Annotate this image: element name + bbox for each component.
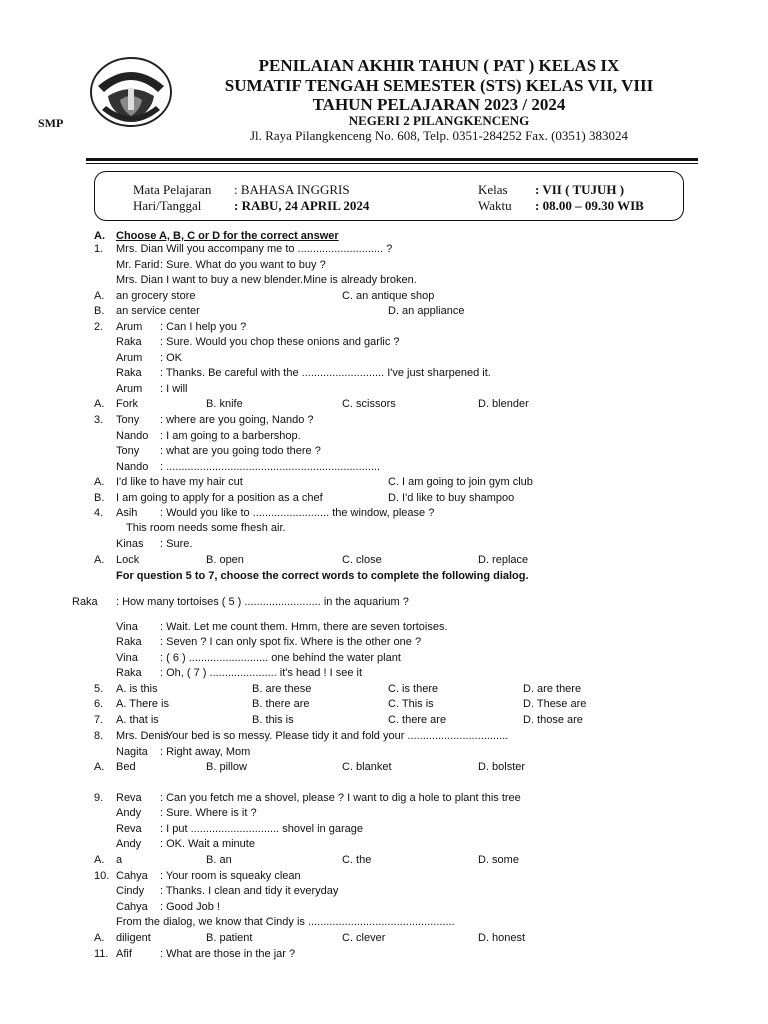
option-letter: A.	[94, 398, 105, 410]
dialog-line: : Sure.	[160, 538, 193, 550]
dialog-line: : Sure. What do you want to buy ?	[160, 259, 326, 271]
answer-option: C. there are	[388, 714, 447, 726]
question-number: 10.	[94, 870, 110, 882]
speaker-name: Mrs. Dian	[116, 274, 164, 286]
dialog-line: : Sure. Would you chop these onions and garlic ?	[160, 336, 400, 348]
header-divider	[86, 158, 698, 161]
speaker-name: Raka	[116, 367, 142, 379]
speaker-name: Afif	[116, 948, 132, 960]
school-name: NEGERI 2 PILANGKENCENG	[348, 113, 530, 128]
answer-option: C. blanket	[342, 761, 392, 773]
option-letter: B.	[94, 492, 105, 504]
dialog-line: : Wait. Let me count them. Hmm, there are seven tortoises.	[160, 621, 448, 633]
answer-option: a	[116, 854, 123, 866]
dialog-line: : I am going to a barbershop.	[160, 430, 301, 442]
dialog-line: : Right away, Mom	[160, 746, 251, 758]
time-value: : 08.00 – 09.30 WIB	[535, 198, 644, 213]
date-label: Hari/Tanggal	[133, 198, 202, 213]
dialog-line: : Will you accompany me to ............................ ?	[160, 243, 393, 255]
speaker-name: Raka	[116, 636, 142, 648]
speaker-name: Raka	[116, 667, 142, 679]
dialog-line: : Thanks. Be careful with the ........................... I've just sharpened it.	[160, 367, 491, 379]
answer-option: C. is there	[388, 683, 439, 695]
speaker-name: Tony	[116, 414, 140, 426]
answer-option: D. blender	[478, 398, 529, 410]
answer-option: Fork	[116, 398, 138, 410]
question-number: 4.	[94, 507, 104, 519]
answer-option: B. patient	[206, 932, 253, 944]
speaker-name: Vina	[116, 621, 138, 633]
question-number: 7.	[94, 714, 104, 726]
smp-label: SMP	[38, 116, 64, 130]
dialog-line: : Oh, ( 7 ) ...................... it's head ! I see it	[160, 667, 363, 679]
answer-option: C. an antique shop	[342, 290, 435, 302]
answer-option: D. I'd like to buy shampoo	[388, 492, 515, 504]
question-number: 1.	[94, 243, 104, 255]
answer-option: an grocery store	[116, 290, 196, 302]
speaker-name: Asih	[116, 507, 138, 519]
speaker-name: Cindy	[116, 885, 145, 897]
answer-option: diligent	[116, 932, 151, 944]
answer-option: D. These are	[523, 698, 587, 710]
dialog-line: : OK. Wait a minute	[160, 838, 255, 850]
answer-option: B. pillow	[206, 761, 247, 773]
answer-option: C. This is	[388, 698, 434, 710]
subject-label: Mata Pelajaran	[133, 182, 212, 197]
answer-option: I'd like to have my hair cut	[116, 476, 243, 488]
answer-option: B. an	[206, 854, 232, 866]
speaker-name: Nagita	[116, 746, 148, 758]
answer-option: D. those are	[523, 714, 583, 726]
question-number: 9.	[94, 792, 104, 804]
speaker-name: Arum	[116, 352, 143, 364]
answer-option: C. the	[342, 854, 372, 866]
question-number: 11.	[94, 948, 109, 960]
class-value: : VII ( TUJUH )	[535, 182, 625, 197]
option-letter: A.	[94, 761, 105, 773]
dialog-line: : Good Job !	[160, 901, 220, 913]
dialog-line: : OK	[160, 352, 183, 364]
question-number: 6.	[94, 698, 104, 710]
dialog-line: : I put ............................. shovel in garage	[160, 823, 363, 835]
option-letter: A.	[94, 932, 105, 944]
speaker-name: Cahya	[116, 870, 148, 882]
speaker-name: Kinas	[116, 538, 144, 550]
dialog-line: : what are you going todo there ?	[160, 445, 321, 457]
answer-option: Lock	[116, 554, 140, 566]
answer-option: B. this is	[252, 714, 294, 726]
answer-option: D. replace	[478, 554, 529, 566]
section-instruction: For question 5 to 7, choose the correct words to complete the following dialog.	[116, 570, 529, 582]
speaker-name: Arum	[116, 321, 143, 333]
class-label: Kelas	[478, 182, 508, 197]
date-value: : RABU, 24 APRIL 2024	[234, 198, 370, 213]
dialog-line: : where are you going, Nando ?	[160, 414, 314, 426]
answer-option: I am going to apply for a position as a chef	[116, 492, 323, 504]
dialog-line: : Can I help you ?	[160, 321, 247, 333]
dialog-line: : Thanks. I clean and tidy it everyday	[160, 885, 339, 897]
dialog-line: : Would you like to ......................... the window, please ?	[160, 507, 435, 519]
dialog-line: : ( 6 ) .......................... one behind the water plant	[160, 652, 401, 664]
answer-option: A. There is	[116, 698, 169, 710]
title-line-2: SUMATIF TENGAH SEMESTER (STS) KELAS VII, VIII	[224, 76, 654, 95]
option-letter: A.	[94, 854, 105, 866]
title-line-1: PENILAIAN AKHIR TAHUN ( PAT ) KELAS IX	[258, 56, 620, 75]
speaker-name: Andy	[116, 838, 142, 850]
dialog-line: This room needs some fhesh air.	[126, 522, 286, 534]
answer-option: A. is this	[116, 683, 158, 695]
title-line-3: TAHUN PELAJARAN 2023 / 2024	[312, 95, 566, 114]
question-number: 2.	[94, 321, 104, 333]
speaker-name: Tony	[116, 445, 140, 457]
speaker-name: Mr. Farid	[116, 259, 160, 271]
question-number: 5.	[94, 683, 104, 695]
dialog-line: : Sure. Where is it ?	[160, 807, 257, 819]
dialog-line: : Seven ? I can only spot fix. Where is the other one ?	[160, 636, 422, 648]
dialog-line: : I will	[160, 383, 188, 395]
answer-option: C. clever	[342, 932, 386, 944]
answer-option: C. close	[342, 554, 382, 566]
speaker-name: Cahya	[116, 901, 148, 913]
question-number: 3.	[94, 414, 104, 426]
speaker-name: Vina	[116, 652, 138, 664]
dialog-line: : What are those in the jar ?	[160, 948, 296, 960]
answer-option: A. that is	[116, 714, 159, 726]
dialog-line: : ......................................................................	[160, 461, 381, 473]
answer-option: an service center	[116, 305, 200, 317]
answer-option: D. are there	[523, 683, 582, 695]
question-prompt: From the dialog, we know that Cindy is ................................................	[116, 916, 455, 928]
answer-option: D. honest	[478, 932, 526, 944]
section-letter: A.	[94, 230, 105, 242]
subject-value: : BAHASA INGGRIS	[234, 182, 350, 197]
answer-option: B. open	[206, 554, 244, 566]
speaker-name: Raka	[116, 336, 142, 348]
speaker-name: Reva	[116, 792, 142, 804]
dialog-line: : How many tortoises ( 5 ) ......................... in the aquarium ?	[116, 596, 409, 608]
time-label: Waktu	[478, 198, 512, 213]
speaker-name: Nando	[116, 430, 149, 442]
dialog-line: : I want to buy a new blender.Mine is already broken.	[160, 274, 417, 286]
school-address: Jl. Raya Pilangkenceng No. 608, Telp. 0351-284252 Fax. (0351) 383024	[250, 128, 628, 143]
question-number: 8.	[94, 730, 104, 742]
answer-option: D. an appliance	[388, 305, 465, 317]
section-instruction: Choose A, B, C or D for the correct answer	[116, 230, 339, 242]
answer-option: C. scissors	[342, 398, 396, 410]
answer-option: C. I am going to join gym club	[388, 476, 533, 488]
option-letter: A.	[94, 476, 105, 488]
speaker-name: Mrs. Denis	[116, 730, 169, 742]
speaker-name: Andy	[116, 807, 142, 819]
header-divider-thin	[86, 163, 698, 164]
speaker-name: Nando	[116, 461, 149, 473]
speaker-name: Mrs. Dian	[116, 243, 164, 255]
answer-option: D. some	[478, 854, 519, 866]
option-letter: A.	[94, 554, 105, 566]
speaker-name: Arum	[116, 383, 143, 395]
answer-option: B. knife	[206, 398, 243, 410]
dialog-line: : Your room is squeaky clean	[160, 870, 301, 882]
dialog-line: : Your bed is so messy. Please tidy it and fold your .................................	[160, 730, 509, 742]
answer-option: B. are these	[252, 683, 312, 695]
speaker-name: Reva	[116, 823, 142, 835]
speaker-name: Raka	[72, 596, 98, 608]
dialog-line: : Can you fetch me a shovel, please ? I want to dig a hole to plant this tree	[160, 792, 521, 804]
answer-option: Bed	[116, 761, 136, 773]
answer-option: D. bolster	[478, 761, 526, 773]
option-letter: A.	[94, 290, 105, 302]
answer-option: B. there are	[252, 698, 310, 710]
option-letter: B.	[94, 305, 105, 317]
